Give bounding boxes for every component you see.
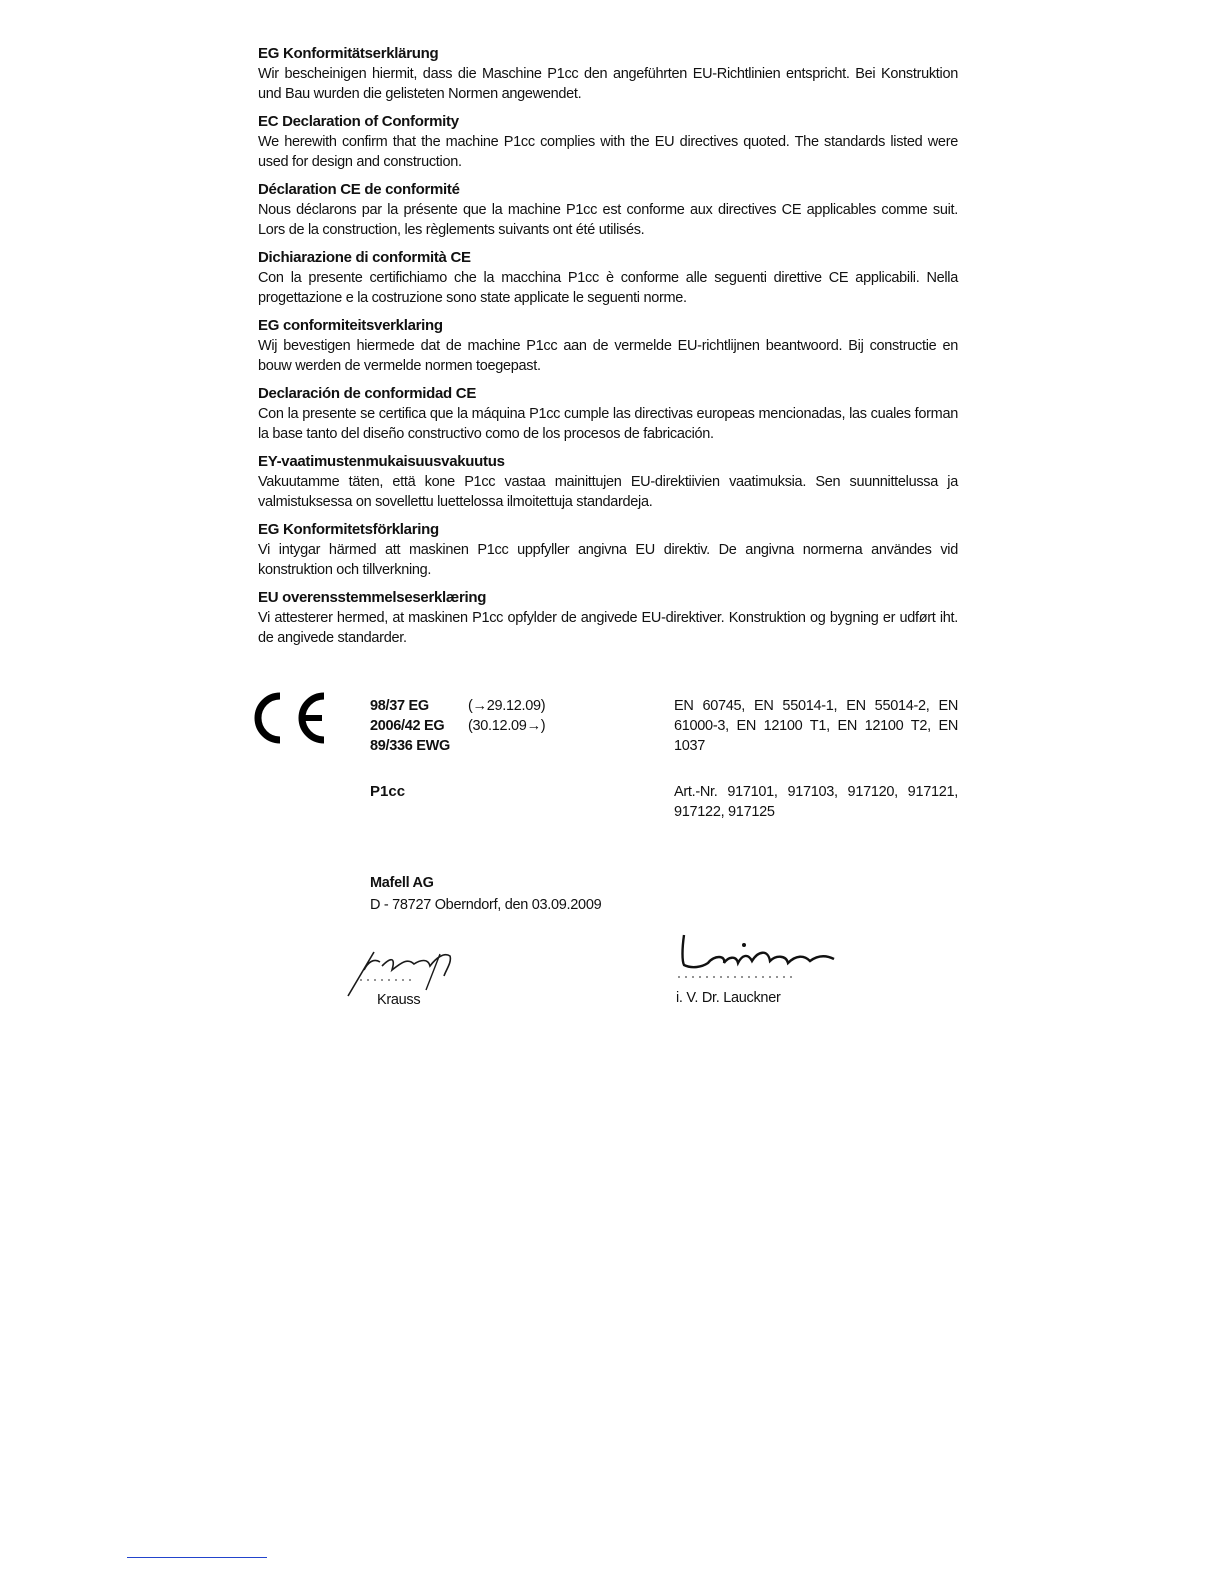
signatory-left-name: Krauss [377, 992, 421, 1008]
directive-validity [468, 736, 588, 756]
declaration-text: Vi intygar härmed att maskinen P1cc uppfyller angivna EU direktiv. De angivna normerna användes vid konstruktion och tillverkning. [258, 542, 958, 578]
declaration-heading: Dichiarazione di conformità CE [258, 249, 471, 266]
article-numbers: Art.-Nr. 917101, 917103, 917120, 917121, 917122, 917125 [674, 784, 958, 820]
model-name: P1cc [370, 783, 406, 800]
declaration-en [258, 112, 958, 172]
declaration-it [258, 248, 958, 308]
declaration-heading: EU overensstemmelseserklæring [258, 589, 487, 606]
declaration-text: Con la presente se certifica que la máquina P1cc cumple las directivas europeas mencionadas, las cuales forman la base tanto del diseño constructivo como de los procesos de fabricación. [258, 406, 958, 442]
declaration-sv [258, 520, 958, 580]
declaration-text: Nous déclarons par la présente que la machine P1cc est conforme aux directives CE applicables comme suit. Lors de la construction, les règlements suivants ont été utilisés. [258, 202, 958, 238]
declaration-heading: EG Konformitetsförklaring [258, 521, 439, 538]
directive-code: 2006/42 EG [370, 718, 445, 734]
directive-code: 89/336 EWG [370, 738, 451, 754]
declaration-de [258, 44, 958, 104]
directive-validity: (→29.12.09) [468, 698, 546, 714]
declaration-heading: Déclaration CE de conformité [258, 181, 460, 198]
declaration-text: Wij bevestigen hiermede dat de machine P1cc aan de vermelde EU-richtlijnen beantwoord. Bij constructie en bouw werden de vermelde normen toegepast. [258, 338, 958, 374]
company-name: Mafell AG [370, 875, 434, 891]
directive-row [370, 696, 588, 716]
declaration-text: Vi attesterer hermed, at maskinen P1cc opfylder de angivede EU-direktiver. Konstruktion og bygning er udført iht. de angivede standarder. [258, 610, 958, 646]
declaration-nl [258, 316, 958, 376]
declaration-da [258, 588, 958, 648]
place-date: D - 78727 Oberndorf, den 03.09.2009 [370, 897, 602, 913]
declaration-text: We herewith confirm that the machine P1cc complies with the EU directives quoted. The standards listed were used for design and construction. [258, 134, 958, 170]
standards-list: EN 60745, EN 55014-1, EN 55014-2, EN 61000-3, EN 12100 T1, EN 12100 T2, EN 1037 [674, 698, 958, 754]
footer-divider [127, 1557, 267, 1558]
ce-mark-logo [254, 690, 334, 746]
declaration-heading: EG Konformitätserklärung [258, 45, 439, 62]
declaration-text: Con la presente certifichiamo che la macchina P1cc è conforme alle seguenti direttive CE applicabili. Nella progettazione e la costruzione sono state applicate le seguenti norme. [258, 270, 958, 306]
declarations-block [258, 44, 958, 656]
declaration-fi [258, 452, 958, 512]
declaration-es [258, 384, 958, 444]
directives-list [370, 696, 588, 756]
signatory-right-name: i. V. Dr. Lauckner [676, 990, 781, 1006]
declaration-heading: Declaración de conformidad CE [258, 385, 477, 402]
company-block [370, 872, 601, 916]
declaration-fr [258, 180, 958, 240]
directive-row [370, 736, 588, 756]
declaration-heading: EY-vaatimustenmukaisuusvakuutus [258, 453, 505, 470]
declaration-heading: EG conformiteitsverklaring [258, 317, 443, 334]
directive-row [370, 716, 588, 736]
declaration-text: Wir bescheinigen hiermit, dass die Maschine P1cc den angeführten EU-Richtlinien entspricht. Bei Konstruktion und Bau wurden die gelisteten Normen angewendet. [258, 66, 958, 102]
directive-validity: (30.12.09→) [468, 718, 546, 734]
directive-code: 98/37 EG [370, 698, 429, 714]
declaration-text: Vakuutamme täten, että kone P1cc vastaa mainittujen EU-direktiivien vaatimuksia. Sen suunnittelussa ja valmistuksessa on sovellettu luettelossa ilmoitettuja standardeja. [258, 474, 958, 510]
declaration-heading: EC Declaration of Conformity [258, 113, 459, 130]
